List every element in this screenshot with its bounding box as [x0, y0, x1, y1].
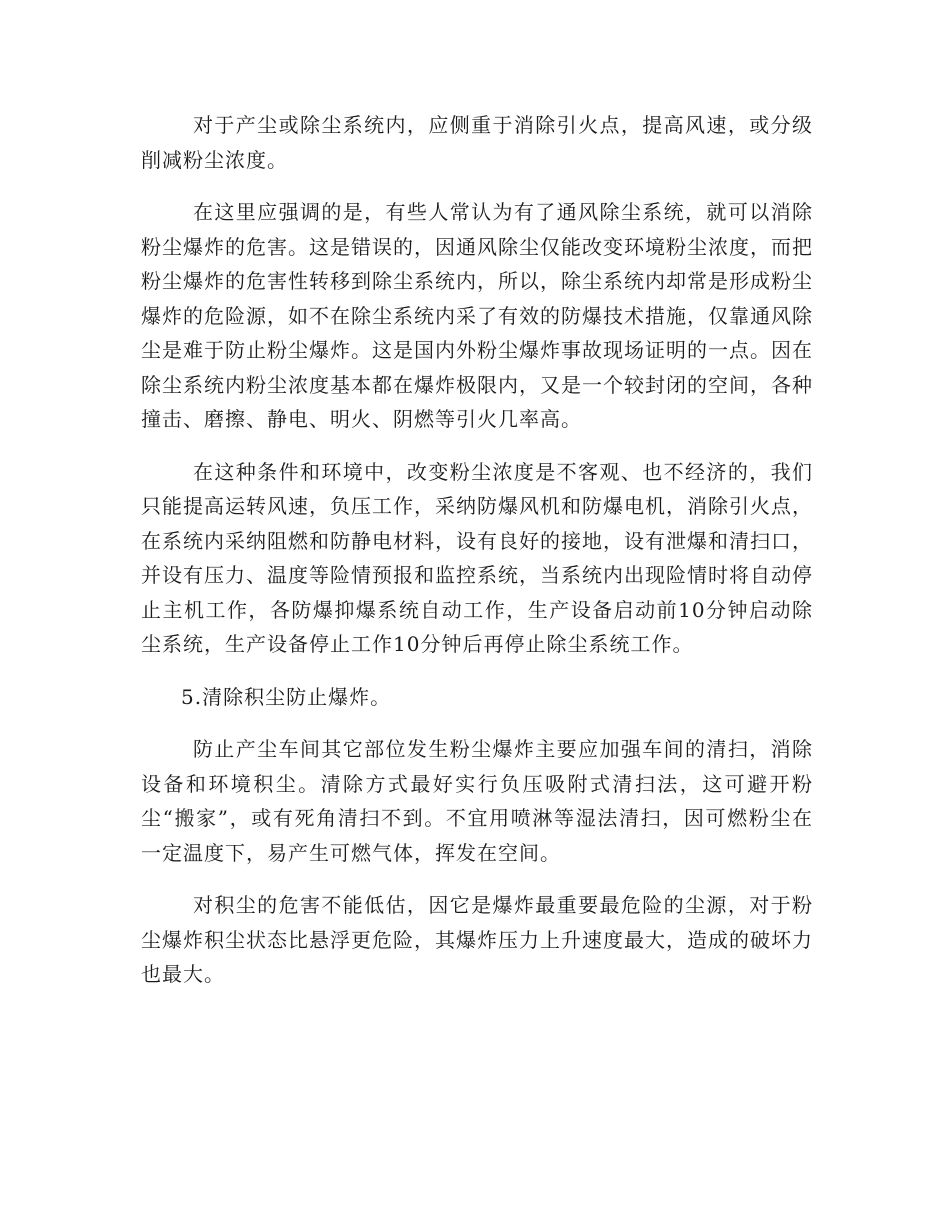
paragraph-system-measures: 在这种条件和环境中，改变粉尘浓度是不客观、也不经济的，我们只能提高运转风速，负压工作，采纳防爆风机和防爆电机，消除引火点，在系统内采纳阻燃和防静电材料，设有良好的接地，设有泄爆和清扫口，并设有压力、温度等险情预报和监控系统，当系统内出现险情时将自动停止主机工作，各防爆抑爆系统自动工作，生产设备启动前10分钟启动除尘系统，生产设备停止工作10分钟后再停止除尘系统工作。: [141, 459, 813, 656]
paragraph-ventilation-warning: 在这里应强调的是，有些人常认为有了通风除尘系统，就可以消除粉尘爆炸的危害。这是错误的，因通风除尘仅能改变环境粉尘浓度，而把粉尘爆炸的危害性转移到除尘系统内，所以，除尘系统内却常是形成粉尘爆炸的危险源，如不在除尘系统内采了有效的防爆技术措施，仅靠通风除尘是难于防止粉尘爆炸。这是国内外粉尘爆炸事故现场证明的一点。因在除尘系统内粉尘浓度基本都在爆炸极限内，又是一个较封闭的空间，各种撞击、磨擦、静电、明火、阴燃等引火几率高。: [141, 200, 813, 431]
paragraph-dust-system-ignition: 对于产尘或除尘系统内，应侧重于消除引火点，提高风速，或分级削减粉尘浓度。: [141, 113, 813, 172]
paragraph-workshop-cleaning: 防止产尘车间其它部位发生粉尘爆炸主要应加强车间的清扫，消除设备和环境积尘。清除方式最好实行负压吸附式清扫法，这可避开粉尘“搬家”，或有死角清扫不到。不宜用喷淋等湿法清扫，因可燃粉尘在一定温度下，易产生可燃气体，挥发在空间。: [141, 737, 813, 865]
paragraph-accumulated-dust-hazard: 对积尘的危害不能低估，因它是爆炸最重要最危险的尘源，对于粉尘爆炸积尘状态比悬浮更危险，其爆炸压力上升速度最大，造成的破坏力也最大。: [141, 893, 813, 986]
section-heading-clear-dust: 5.清除积尘防止爆炸。: [181, 684, 392, 709]
document-body: [141, 108, 813, 1010]
